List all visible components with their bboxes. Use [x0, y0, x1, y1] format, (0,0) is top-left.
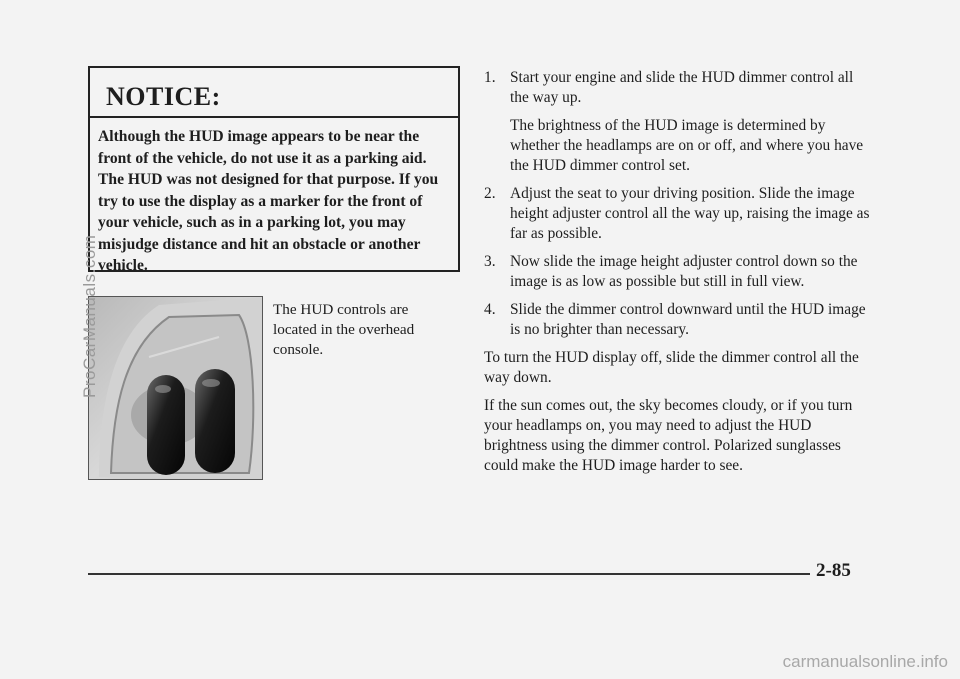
- step-1-note: The brightness of the HUD image is determined by whether the headlamps are on or off, and where you have the HUD dimmer control set.: [510, 117, 864, 174]
- bottom-watermark: carmanualsonline.info: [782, 652, 948, 671]
- step-text: Now slide the image height adjuster control down so the image is as low as possible but still in full view.: [510, 253, 858, 290]
- step-number: 3.: [484, 253, 496, 270]
- instructions-column: [484, 68, 874, 484]
- side-watermark: [80, 158, 100, 398]
- photo-caption: The HUD controls are located in the overhead console.: [273, 301, 415, 358]
- page-number: 2-85: [816, 560, 851, 581]
- step-number: 2.: [484, 185, 496, 202]
- side-watermark-text: ProCarManuals.com: [80, 234, 99, 398]
- step-4: [484, 300, 874, 340]
- step-1: [484, 68, 874, 108]
- notice-title: NOTICE:: [90, 68, 458, 118]
- step-number: 4.: [484, 301, 496, 318]
- step-text: Slide the dimmer control downward until the HUD image is no brighter than necessary.: [510, 301, 866, 338]
- step-text: Adjust the seat to your driving position. Slide the image height adjuster control all the way up, raising the image as far as possible.: [510, 185, 870, 242]
- footer-rule: [88, 573, 810, 575]
- notice-body: Although the HUD image appears to be near the front of the vehicle, do not use it as a parking aid. The HUD was not designed for that purpose. If you try to use the display as a marker for the front of your vehicle, such as in a parking lot, you may misjudge distance and hit an obstacle or another vehicle.: [98, 128, 439, 274]
- step-number: 1.: [484, 69, 496, 86]
- notice-box: [88, 66, 460, 272]
- turn-off-paragraph: To turn the HUD display off, slide the dimmer control all the way down.: [484, 349, 859, 386]
- step-2: [484, 184, 874, 244]
- brightness-paragraph: If the sun comes out, the sky becomes cloudy, or if you turn your headlamps on, you may need to adjust the HUD brightness using the dimmer control. Polarized sunglasses could make the HUD image harder to see.: [484, 397, 853, 474]
- hud-controls-photo-icon: [88, 296, 263, 480]
- step-text: Start your engine and slide the HUD dimmer control all the way up.: [510, 69, 854, 106]
- step-3: [484, 252, 874, 292]
